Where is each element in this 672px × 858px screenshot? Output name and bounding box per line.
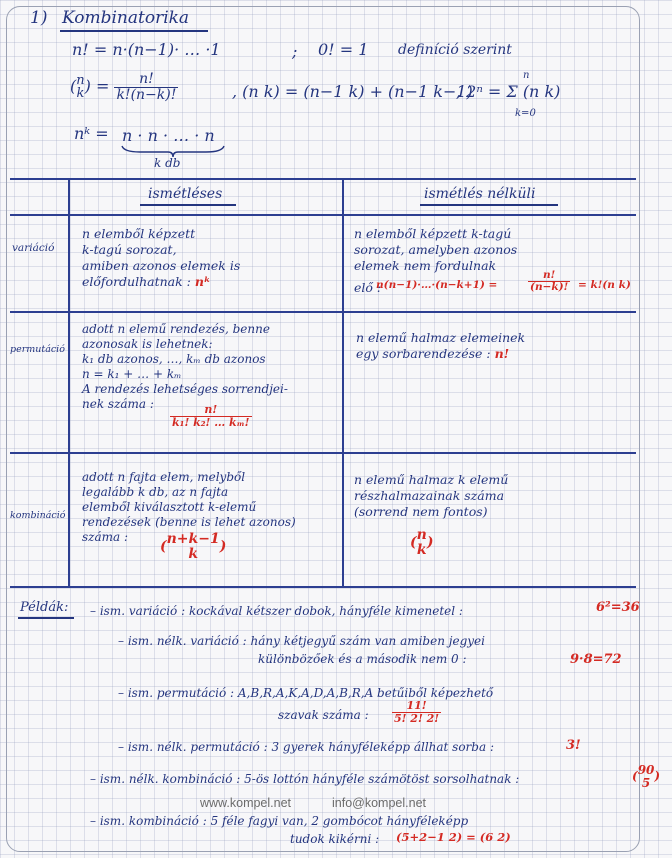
example-6: – ism. kombináció : 5 féle fagyi van, 2 gombócot hányféleképp xyxy=(90,814,469,828)
example-2-line-2: különbözőek és a második nem 0 : xyxy=(258,652,467,666)
example-6-result: (5+2−1 2) = (6 2) xyxy=(396,830,511,844)
table-bottom-line xyxy=(10,586,636,588)
example-4: – ism. nélk. permutáció : 3 gyerek hányféleképp állhat sorba : xyxy=(118,740,494,754)
permutation-without-text: n elemű halmaz elemeinek egy sorbarendezése : n! xyxy=(356,330,526,361)
example-3-result: $\frac{11!}{5! 2! 2!}$ xyxy=(394,699,440,725)
example-3: – ism. permutáció : A,B,R,A,K,A,D,A,B,R,A betűiből képezhető xyxy=(118,686,494,700)
separator: ; xyxy=(292,42,298,61)
section-number: 1) xyxy=(30,8,48,28)
power-product: n · n · … · n xyxy=(122,126,215,145)
row-label-combination: kombináció xyxy=(10,510,66,521)
example-2: – ism. nélk. variáció : hány kétjegyű szám van amiben jegyei xyxy=(118,634,485,648)
example-1-result: 6²=36 xyxy=(596,600,640,615)
definition-note: definíció szerint xyxy=(398,42,512,58)
binomial-sum: , 2ⁿ = Σ (n k) xyxy=(456,82,561,101)
sum-lower: k=0 xyxy=(515,108,536,119)
variation-without-tail: = k!(n k) xyxy=(578,279,631,291)
combination-with-result: ( n+k−1 k ) xyxy=(160,531,227,562)
pascal-identity: , (n k) = (n−1 k) + (n−1 k−1) xyxy=(232,82,473,101)
permutation-with-text: adott n elemű rendezés, benne azonosak is lehetnek: k₁ db azonos, …, kₘ db azonos n = k₁ + … + kₘ A rendezés lehetséges sorrendjei- nek száma : xyxy=(82,322,288,411)
combination-with-text: adott n fajta elem, melyből legalább k db, az n fajta elemből kiválasztott k-elemű rendezések (benne is lehet azonos) száma : xyxy=(82,470,296,544)
variation-without-last-line: elő : xyxy=(354,280,382,295)
example-3-line-2: szavak száma : xyxy=(278,708,369,722)
variation-with-text: n elemből képzett k-tagú sorozat, amiben azonos elemek is előfordulhatnak : nᵏ xyxy=(82,226,241,289)
header-underline-1 xyxy=(140,204,236,206)
table-row-line-1 xyxy=(10,311,636,313)
example-1: – ism. variáció : kockával kétszer dobok, hányféle kimenetel : xyxy=(90,604,463,618)
zero-factorial: 0! = 1 xyxy=(318,40,369,59)
variation-without-fraction: $\frac{n!}{(n-k)!}$ xyxy=(530,269,569,294)
table-label-divider xyxy=(68,178,70,586)
example-5: – ism. nélk. kombináció : 5-ös lottón hányféle számötöst sorsolhatnak : xyxy=(90,772,520,786)
variation-with-result: nᵏ xyxy=(194,274,211,289)
table-row-line-2 xyxy=(10,452,636,454)
example-2-result: 9·8=72 xyxy=(570,652,622,667)
power-count-label: k db xyxy=(154,156,181,170)
variation-without-text: n elemből képzett k-tagú sorozat, amelyben azonos elemek nem fordulnak xyxy=(354,226,518,273)
page-title: Kombinatorika xyxy=(62,8,190,28)
binomial-definition: ( n k ) = $\frac{n!}{k!(n-k)!}$ xyxy=(70,71,177,103)
table-column-divider xyxy=(342,178,344,586)
column-header-with-repetition: ismétléses xyxy=(148,186,223,202)
footer-email[interactable]: info@kompel.net xyxy=(332,796,426,810)
example-6-line-2: tudok kikérni : xyxy=(290,832,380,846)
power-definition: nᵏ = xyxy=(74,124,109,143)
example-5-result: ( 90 5 ) xyxy=(632,763,661,790)
row-label-variation: variáció xyxy=(12,242,55,254)
permutation-without-result: n! xyxy=(494,346,510,361)
factorial-definition: n! = n·(n−1)· … ·1 xyxy=(72,40,221,59)
title-underline xyxy=(60,30,208,32)
header-underline-2 xyxy=(420,204,558,206)
table-top-line xyxy=(10,178,636,180)
column-header-without-repetition: ismétlés nélküli xyxy=(424,186,536,202)
examples-heading-underline xyxy=(18,617,74,619)
variation-without-formula: n(n−1)·…·(n−k+1) = xyxy=(376,279,498,291)
table-header-line xyxy=(10,214,636,216)
example-4-result: 3! xyxy=(566,738,581,753)
footer-website[interactable]: www.kompel.net xyxy=(200,796,292,810)
sum-upper: n xyxy=(523,70,530,81)
combination-without-result: ( n k ) xyxy=(410,527,434,558)
permutation-with-result: $\frac{n!}{\text{k₁! k₂! … kₘ!}}$ xyxy=(172,403,250,429)
combination-without-text: n elemű halmaz k elemű részhalmazainak száma (sorrend nem fontos) xyxy=(354,472,509,519)
examples-heading: Példák: xyxy=(20,600,69,615)
row-label-permutation: permutáció xyxy=(10,344,65,355)
